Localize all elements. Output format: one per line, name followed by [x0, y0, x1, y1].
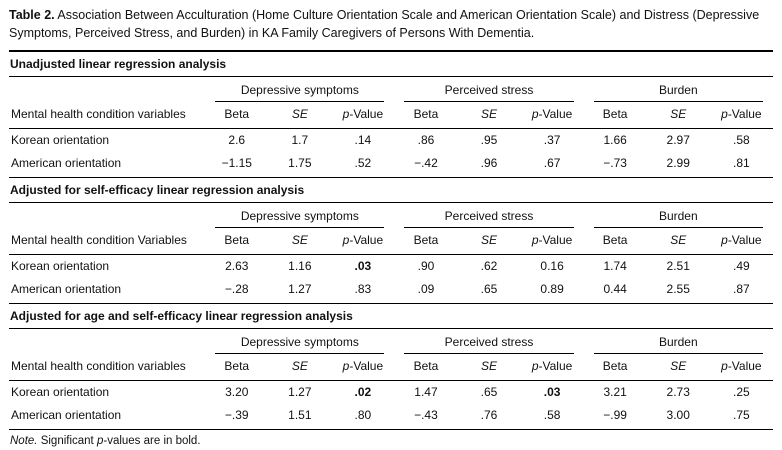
table-cell: −.42 [394, 152, 457, 178]
col-beta: Beta [584, 102, 647, 129]
col-pvalue: p-Value [710, 102, 773, 129]
note-prefix: Note. [10, 435, 38, 447]
col-se: SE [268, 102, 331, 129]
spanner-spacer [9, 77, 205, 103]
table-cell: .58 [521, 404, 584, 430]
table-cell: 0.89 [521, 278, 584, 304]
table-cell: 1.27 [288, 385, 312, 399]
col-beta: Beta [394, 228, 457, 255]
caption-text: Association Between Acculturation (Home Culture Orientation Scale and American Orientation Scale) and Distress (Depressive Symptoms, Perceived Stress, and Burden) in KA Family Caregivers of Persons With Dementia. [9, 8, 760, 40]
col-beta: Beta [394, 102, 457, 129]
column-header-row [9, 354, 773, 381]
table-note: Note. Significant p-values are in bold. [10, 435, 201, 447]
table-cell: 1.74 [603, 259, 627, 273]
table-cell: −.99 [584, 404, 647, 430]
col-se: SE [457, 354, 520, 381]
spanner-burden: Burden [584, 329, 773, 355]
table-cell: 1.16 [288, 259, 312, 273]
section-heading-row [9, 51, 773, 77]
section-adjusted-self-efficacy [9, 178, 773, 304]
table-cell: 0.44 [584, 278, 647, 304]
spanner-perceived-stress: Perceived stress [394, 329, 583, 355]
row-label: Korean orientation [11, 385, 110, 399]
spanner-depressive-symptoms: Depressive symptoms [205, 329, 394, 355]
spanner-depressive-symptoms: Depressive symptoms [205, 77, 394, 103]
table-cell: 2.55 [647, 278, 710, 304]
table-cell: 2.97 [666, 133, 690, 147]
table-cell: .52 [331, 152, 394, 178]
table-cell: 1.27 [268, 278, 331, 304]
table-cell: .83 [331, 278, 394, 304]
table-cell: .37 [543, 133, 561, 147]
caption-label: Table 2. [9, 8, 55, 22]
col-pvalue: p-Value [710, 354, 773, 381]
column-header-row [9, 102, 773, 129]
spanner-perceived-stress: Perceived stress [394, 77, 583, 103]
table-cell: −.28 [205, 278, 268, 304]
spanner-spacer [9, 329, 205, 355]
col-pvalue: p-Value [710, 228, 773, 255]
stub-header: Mental health condition variables [9, 354, 205, 381]
table-cell: 2.99 [647, 152, 710, 178]
col-pvalue: p-Value [331, 228, 394, 255]
table-cell: 1.7 [291, 133, 309, 147]
table-cell: 0.16 [540, 259, 564, 273]
table-cell: .14 [354, 133, 372, 147]
table-cell: .49 [733, 259, 750, 273]
table-row [9, 381, 773, 405]
table-cell: .58 [733, 133, 750, 147]
section-heading: Unadjusted linear regression analysis [9, 51, 773, 77]
table-cell: 3.00 [647, 404, 710, 430]
section-adjusted-age-self-efficacy [9, 304, 773, 430]
table-cell: .86 [417, 133, 435, 147]
col-pvalue: p-Value [521, 102, 584, 129]
column-header-row [9, 228, 773, 255]
table-cell: 2.73 [666, 385, 690, 399]
section-heading: Adjusted for age and self-efficacy linear regression analysis [9, 304, 773, 329]
table-row [9, 278, 773, 304]
regression-table [9, 50, 773, 430]
col-se: SE [457, 102, 520, 129]
row-label: American orientation [9, 278, 205, 304]
col-pvalue: p-Value [331, 354, 394, 381]
col-pvalue: p-Value [521, 228, 584, 255]
section-heading-row [9, 178, 773, 203]
spanner-spacer [9, 203, 205, 229]
table-cell: 2.6 [228, 133, 246, 147]
col-se: SE [647, 354, 710, 381]
table-row [9, 152, 773, 178]
table-cell: .03 [354, 259, 372, 273]
col-beta: Beta [205, 228, 268, 255]
col-beta: Beta [205, 354, 268, 381]
table-cell: .65 [457, 278, 520, 304]
table-cell: .02 [354, 385, 372, 399]
table-cell: .95 [480, 133, 498, 147]
table-cell: −.73 [584, 152, 647, 178]
table-cell: .80 [331, 404, 394, 430]
table-cell: .96 [457, 152, 520, 178]
spanner-perceived-stress: Perceived stress [394, 203, 583, 229]
spanner-row [9, 203, 773, 229]
row-label: American orientation [9, 152, 205, 178]
table-cell: .90 [417, 259, 435, 273]
table-cell: .67 [521, 152, 584, 178]
section-heading-row [9, 304, 773, 329]
table-cell: .76 [457, 404, 520, 430]
col-se: SE [647, 102, 710, 129]
table-cell: −.43 [394, 404, 457, 430]
col-se: SE [268, 354, 331, 381]
table-cell: .87 [710, 278, 773, 304]
table-cell: −1.15 [205, 152, 268, 178]
table-row [9, 255, 773, 279]
spanner-depressive-symptoms: Depressive symptoms [205, 203, 394, 229]
row-label: American orientation [9, 404, 205, 430]
table-cell: 1.75 [268, 152, 331, 178]
stub-header: Mental health condition variables [9, 102, 205, 129]
row-label: Korean orientation [11, 133, 110, 147]
spanner-row [9, 77, 773, 103]
table-cell: .65 [480, 385, 498, 399]
table-row [9, 129, 773, 153]
table-cell: .09 [394, 278, 457, 304]
table-cell: −.39 [205, 404, 268, 430]
col-beta: Beta [205, 102, 268, 129]
spanner-burden: Burden [584, 77, 773, 103]
table-caption [9, 7, 773, 42]
table-row [9, 404, 773, 430]
col-se: SE [647, 228, 710, 255]
table-cell: .75 [710, 404, 773, 430]
col-se: SE [457, 228, 520, 255]
col-beta: Beta [584, 354, 647, 381]
col-beta: Beta [394, 354, 457, 381]
table-cell: .62 [480, 259, 498, 273]
table-cell: 3.21 [603, 385, 627, 399]
table-cell: 1.47 [414, 385, 438, 399]
row-label: Korean orientation [11, 259, 110, 273]
table-cell: .81 [710, 152, 773, 178]
col-pvalue: p-Value [331, 102, 394, 129]
section-unadjusted [9, 51, 773, 178]
table-cell: 2.51 [666, 259, 690, 273]
col-pvalue: p-Value [521, 354, 584, 381]
section-heading: Adjusted for self-efficacy linear regression analysis [9, 178, 773, 203]
col-se: SE [268, 228, 331, 255]
table-cell: 1.51 [268, 404, 331, 430]
table-cell: 1.66 [603, 133, 627, 147]
table-cell: .03 [543, 385, 561, 399]
table-cell: 3.20 [225, 385, 249, 399]
table-cell: 2.63 [225, 259, 249, 273]
stub-header: Mental health condition Variables [9, 228, 205, 255]
table-cell: .25 [733, 385, 750, 399]
spanner-burden: Burden [584, 203, 773, 229]
spanner-row [9, 329, 773, 355]
col-beta: Beta [584, 228, 647, 255]
